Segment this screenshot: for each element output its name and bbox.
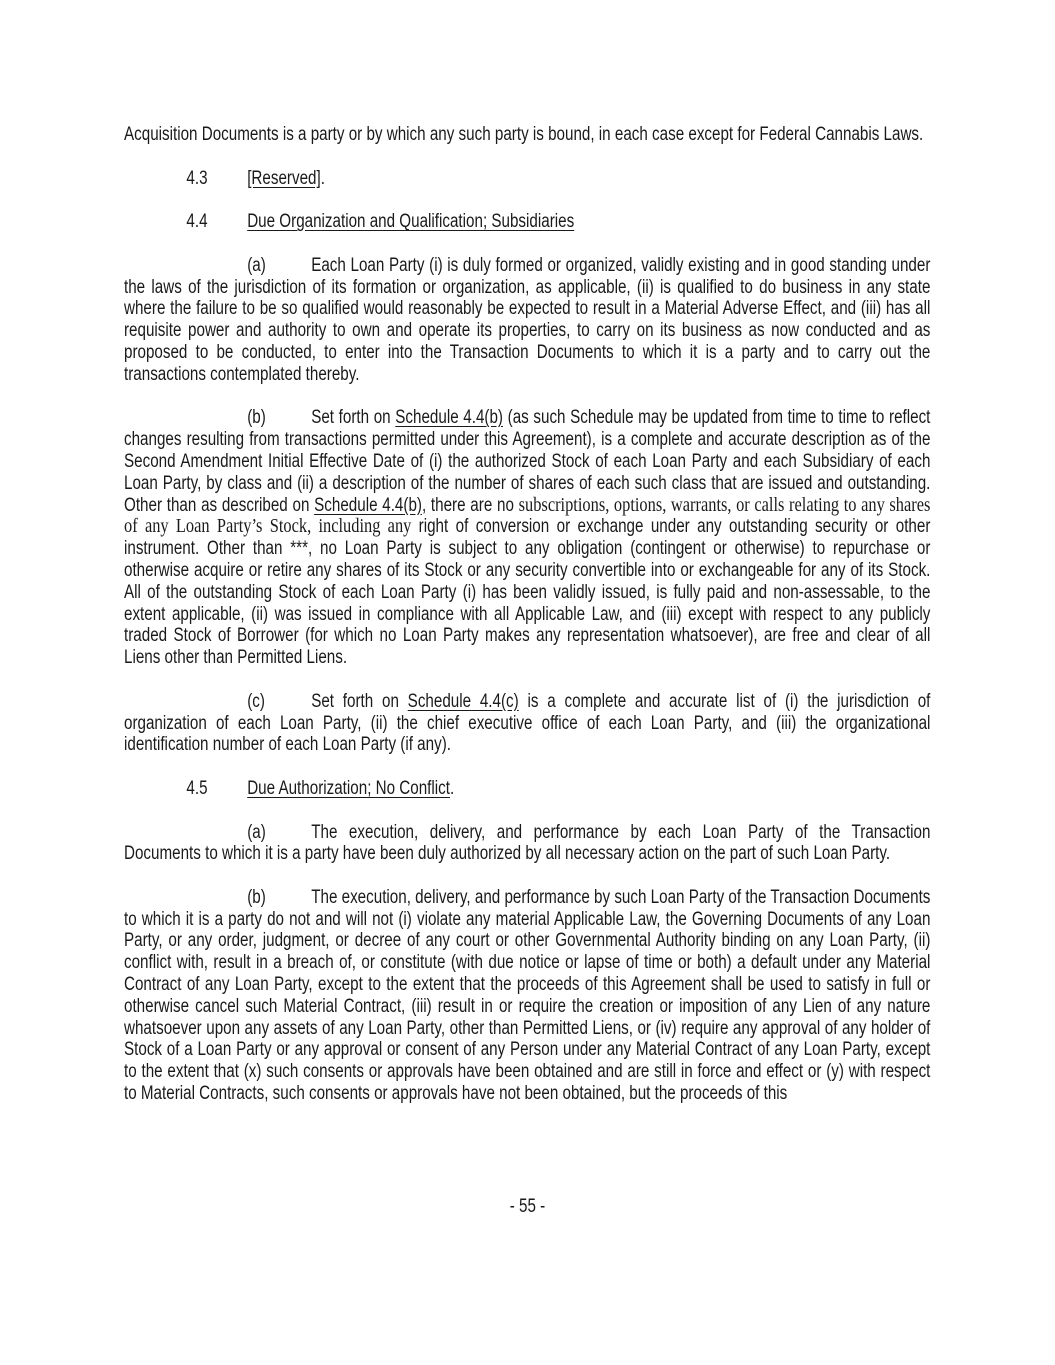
section-number: 4.4 [186, 211, 208, 233]
text-run: , there are no [421, 494, 519, 516]
text-run: right of conversion or exchange under any outstanding security or other instrument. Other than ***, no Loan Party is subject to any obligation (contingent or otherwise) to repurchase or otherwise acquire or retire any shares of its Stock or any security convertible into or exchangeable for any of its Stock. All of the outstanding Stock of each Loan Party (i) has been validly issued, is fully paid and non-assessable, to the extent applicable, (ii) was issued in compliance with all Applicable Law, and (iii) except with respect to any publicly traded Stock of Borrower (for which no Loan Party makes any representation whatsoever), are free and clear of all Liens other than Permitted Liens. [124, 516, 931, 669]
schedule-reference: [Reserved] [247, 167, 321, 189]
section-heading-4.5 [186, 778, 930, 800]
continuation-paragraph [124, 124, 930, 146]
schedule-reference: Schedule 4.4(b) [314, 494, 422, 516]
paragraph-letter: (b) [247, 407, 266, 429]
schedule-reference: Due Organization and Qualification; Subsidiaries [247, 211, 575, 233]
paragraph-letter: (a) [247, 821, 266, 843]
schedule-reference: Schedule 4.4(b) [395, 407, 503, 429]
text-run: is a complete and accurate list of (i) the jurisdiction of organization of each Loan Party, (ii) the chief executive office of each Loan Party, and (iii) the organizational identification number of each Loan Party (if any). [124, 690, 931, 756]
text-run: . [449, 777, 455, 799]
page-number: - 55 - [509, 1196, 546, 1217]
paragraph-b [124, 407, 930, 669]
paragraph-a [124, 255, 930, 386]
text-run: Acquisition Documents is a party or by which any such party is bound, in each case except for Federal Cannabis Laws. [124, 124, 924, 145]
document-content [124, 124, 930, 1105]
text-run: The execution, delivery, and performance by each Loan Party of the Transaction Documents to which it is a party have been duly authorized by all necessary action on the part of such Loan Party. [124, 821, 931, 865]
paragraph-b [124, 887, 930, 1105]
text-run: Set forth on [311, 407, 396, 429]
section-number: 4.3 [186, 167, 208, 189]
paragraph-letter: (b) [247, 886, 266, 908]
text-run: . [320, 167, 325, 189]
paragraph-c [124, 691, 930, 756]
text-run: The execution, delivery, and performance by such Loan Party of the Transaction Documents to which it is a party do not and will not (i) violate any material Applicable Law, the Governing Documents of any Loan Party, or any order, judgment, or decree of any court or other Governmental Authority binding on any Loan Party, (ii) conflict with, result in a breach of, or constitute (with due notice or lapse of time or both) a default under any Material Contract of any Loan Party, except to the extent that the proceeds of this Agreement shall be used to satisfy in full or otherwise cancel such Material Contract, (iii) result in or require the creation or imposition of any Lien of any nature whatsoever upon any assets of any Loan Party, other than Permitted Liens, or (iv) require any approval of any holder of Stock of a Loan Party or any approval or consent of any Person under any Material Contract of any Loan Party, except to the extent that (x) such consents or approvals have been obtained and are still in force and effect or (y) with respect to Material Contracts, such consents or approvals have not been obtained, but the proceeds of this [124, 886, 931, 1105]
text-run: subscriptions, options, warrants, or calls relating to any shares of any Loan Party’s Stock, including any [124, 493, 931, 538]
paragraph-a [124, 822, 930, 866]
section-heading-4.3 [186, 168, 930, 190]
schedule-reference: Schedule 4.4(c) [407, 690, 519, 712]
paragraph-letter: (a) [247, 254, 266, 276]
text-run: Each Loan Party (i) is duly formed or organized, validly existing and in good standing under the laws of the jurisdiction of its formation or organization, as applicable, (ii) is qualified to do business in any state where the failure to be so qualified would reasonably be expected to result in a Material Adverse Effect, and (iii) has all requisite power and authority to own and operate its properties, to carry on its business as now conducted and as proposed to be conducted, to enter into the Transaction Documents to which it is a party and to carry out the transactions contemplated thereby. [124, 254, 931, 385]
schedule-reference: Due Authorization; No Conflict [247, 777, 450, 799]
section-heading-4.4 [186, 211, 930, 233]
text-run: (as such Schedule may be updated from time to time to reflect changes resulting from transactions permitted under this Agreement), is a complete and accurate description as of the Second Amendment Initial Effective Date of (i) the authorized Stock of each Loan Party and each Subsidiary of each Loan Party, by class and (ii) a description of the number of shares of each such class that are issued and outstanding. Other than as described on [124, 407, 931, 516]
text-run: Set forth on [311, 690, 408, 712]
paragraph-letter: (c) [247, 690, 265, 712]
section-number: 4.5 [186, 777, 208, 799]
